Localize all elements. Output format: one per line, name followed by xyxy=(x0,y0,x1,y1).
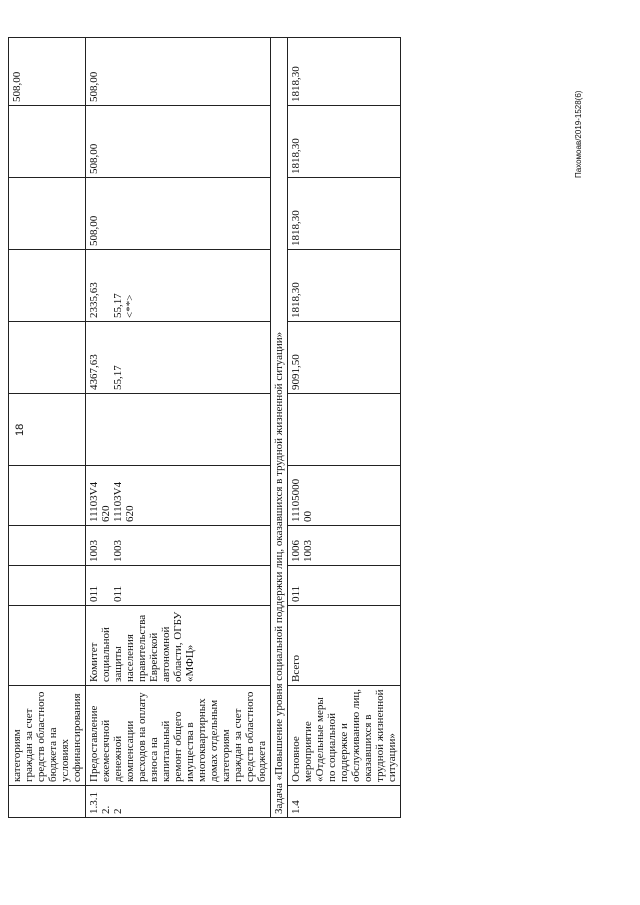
cell-num: 1.4 xyxy=(288,786,401,818)
cell-y2: 1818,30 xyxy=(288,178,401,250)
cell-y3: 1818,30 xyxy=(288,106,401,178)
table-row xyxy=(9,38,86,818)
cell-rz xyxy=(9,526,86,566)
cell-grbs: 011 xyxy=(288,566,401,606)
cell-y1: 2335,63 55,17 <**> xyxy=(86,250,271,322)
cell-total: 9091,50 xyxy=(288,322,401,394)
page-number: 18 xyxy=(14,423,26,436)
cell-y1: 1818,30 xyxy=(288,250,401,322)
table-row xyxy=(86,38,271,818)
cell-y2: 508,00 xyxy=(86,178,271,250)
cell-total: 4367,63 55,17 xyxy=(86,322,271,394)
cell-grbs: 011 011 xyxy=(86,566,271,606)
cell-rz: 1006 1003 xyxy=(288,526,401,566)
cell-y3 xyxy=(9,106,86,178)
cell-y4: 508,00 xyxy=(9,38,86,106)
cell-total xyxy=(9,322,86,394)
cell-csr: 11105000 00 xyxy=(288,466,401,526)
document-id: Пахомоав/2019-1528(6) xyxy=(574,90,583,178)
rotated-table-frame xyxy=(8,38,398,818)
task-label: Задача «Повышение уровня социальной поддержки лиц, оказавшихся в трудной жизненной ситуации» xyxy=(271,38,288,818)
cell-name: Основное мероприятие «Отдельные меры по социальной поддержке и обслуживанию лиц, оказавшихся в трудной жизненной ситуации» xyxy=(288,686,401,786)
cell-num xyxy=(9,786,86,818)
cell-y2 xyxy=(9,178,86,250)
table-row xyxy=(288,38,401,818)
cell-vr xyxy=(288,394,401,466)
cell-executor xyxy=(9,606,86,686)
cell-y4: 1818,30 xyxy=(288,38,401,106)
cell-name: категориям граждан за счет средств областного бюджета на условиях софинансирования xyxy=(9,686,86,786)
cell-num: 1.3.12. 2 xyxy=(86,786,271,818)
cell-vr xyxy=(9,394,86,466)
cell-name: Предоставление ежемесячной денежной компенсации расходов на оплату взноса на капитальный ремонт общего имущества в многоквартирных домах отдельным категориям граждан за счет средств областного бюджета xyxy=(86,686,271,786)
cell-rz: 1003 1003 xyxy=(86,526,271,566)
cell-vr xyxy=(86,394,271,466)
cell-grbs xyxy=(9,566,86,606)
cell-csr xyxy=(9,466,86,526)
cell-csr: 11103V4 620 11103V4 620 xyxy=(86,466,271,526)
task-row xyxy=(271,38,288,818)
cell-executor: Комитет социальной защиты населения правительства Еврейской автономной области, ОГБУ «МФЦ» xyxy=(86,606,271,686)
cell-executor: Всего xyxy=(288,606,401,686)
cell-y4: 508,00 xyxy=(86,38,271,106)
cell-y3: 508,00 xyxy=(86,106,271,178)
budget-table xyxy=(8,37,401,818)
cell-y1 xyxy=(9,250,86,322)
